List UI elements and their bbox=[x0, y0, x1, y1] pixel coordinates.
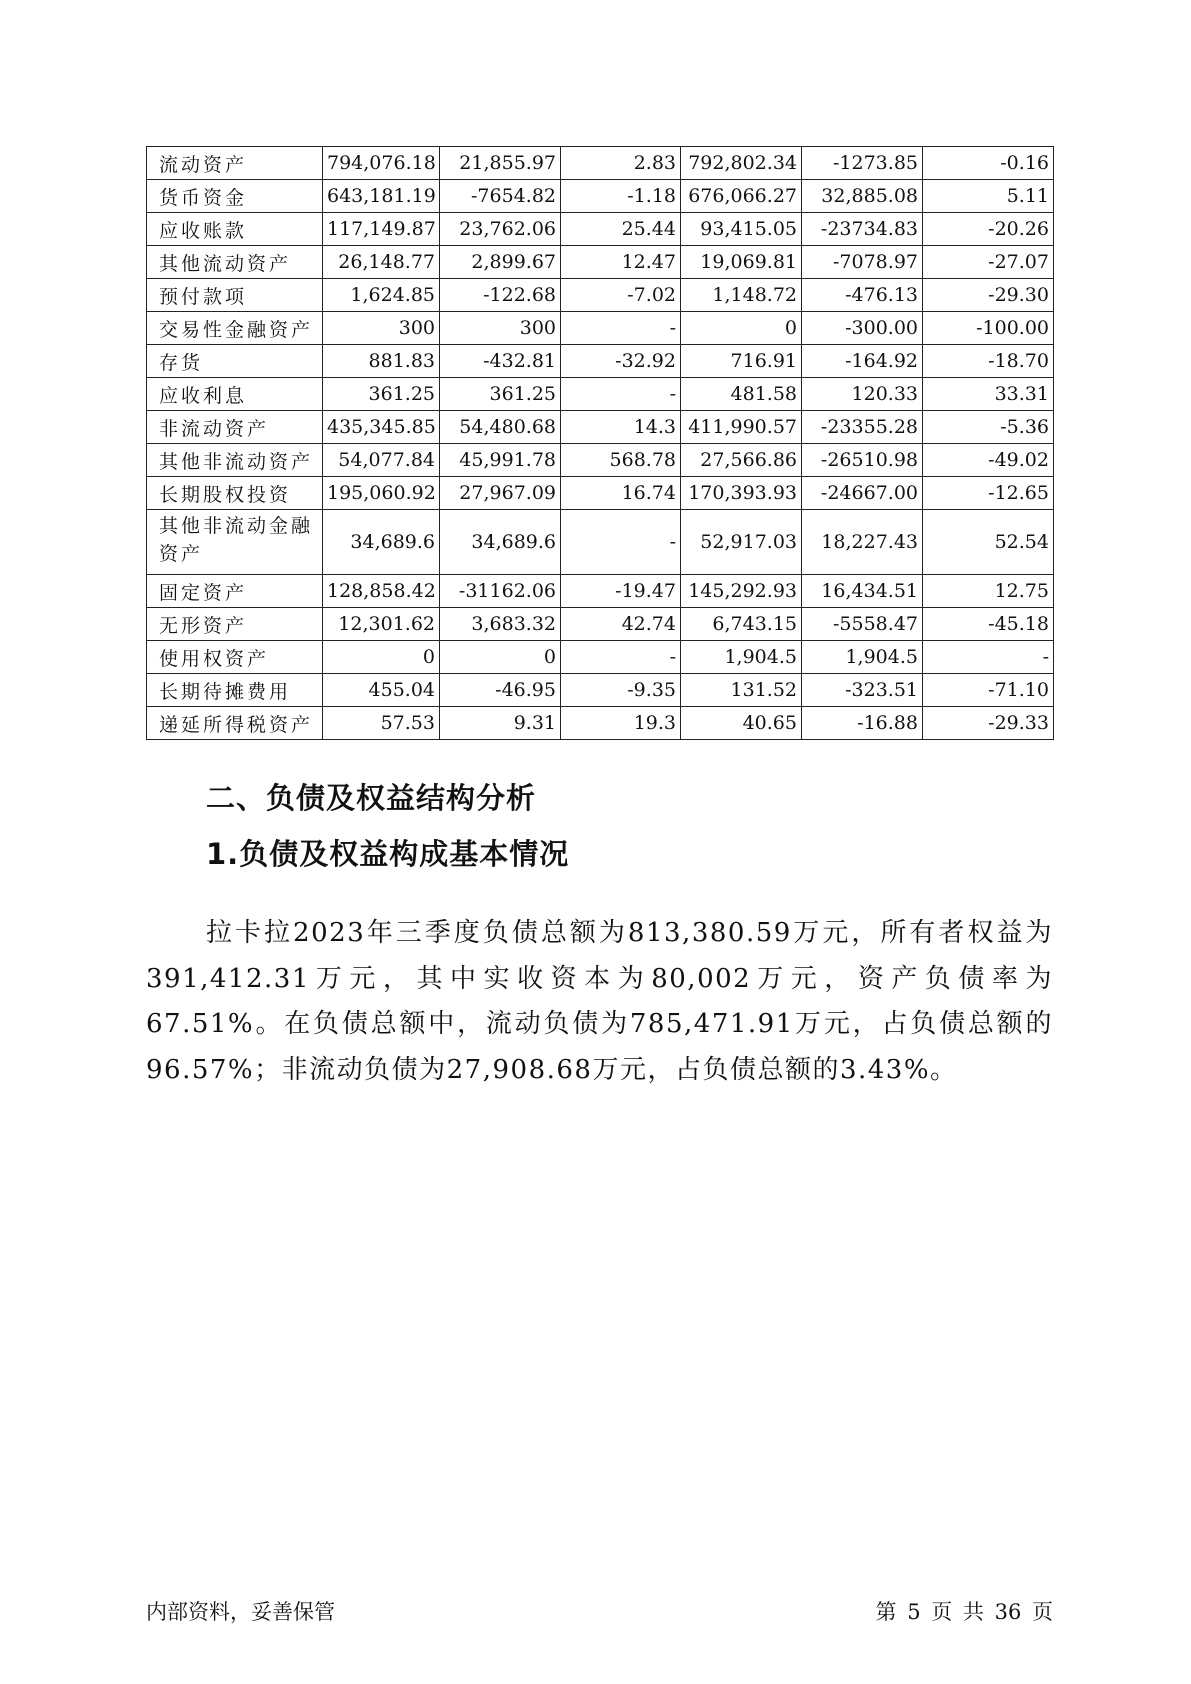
row-label: 流动资产 bbox=[147, 147, 323, 180]
cell-value: 1,148.72 bbox=[681, 279, 802, 312]
table-row bbox=[147, 608, 1054, 641]
cell-value: 455.04 bbox=[323, 674, 440, 707]
cell-value: 25.44 bbox=[561, 213, 681, 246]
cell-value: - bbox=[923, 641, 1054, 674]
cell-value: -432.81 bbox=[440, 345, 561, 378]
cell-value: 12.75 bbox=[923, 575, 1054, 608]
cell-value: 643,181.19 bbox=[323, 180, 440, 213]
cell-value: - bbox=[561, 312, 681, 345]
table-row bbox=[147, 312, 1054, 345]
table-row bbox=[147, 575, 1054, 608]
cell-value: -19.47 bbox=[561, 575, 681, 608]
row-label: 固定资产 bbox=[147, 575, 323, 608]
table-row bbox=[147, 213, 1054, 246]
table-row bbox=[147, 279, 1054, 312]
table-row bbox=[147, 411, 1054, 444]
cell-value: 1,904.5 bbox=[681, 641, 802, 674]
cell-value: - bbox=[561, 378, 681, 411]
cell-value: 794,076.18 bbox=[323, 147, 440, 180]
cell-value: 34,689.6 bbox=[440, 510, 561, 575]
cell-value: -7654.82 bbox=[440, 180, 561, 213]
cell-value: -31162.06 bbox=[440, 575, 561, 608]
row-label: 其他非流动金融资产 bbox=[147, 510, 323, 575]
cell-value: -49.02 bbox=[923, 444, 1054, 477]
cell-value: -0.16 bbox=[923, 147, 1054, 180]
cell-value: -164.92 bbox=[802, 345, 923, 378]
cell-value: -100.00 bbox=[923, 312, 1054, 345]
cell-value: 881.83 bbox=[323, 345, 440, 378]
row-label: 无形资产 bbox=[147, 608, 323, 641]
section-heading: 二、负债及权益结构分析 bbox=[206, 781, 537, 815]
cell-value: 1,624.85 bbox=[323, 279, 440, 312]
cell-value: 57.53 bbox=[323, 707, 440, 740]
cell-value: 361.25 bbox=[440, 378, 561, 411]
table-row bbox=[147, 246, 1054, 279]
cell-value: -1.18 bbox=[561, 180, 681, 213]
cell-value: 170,393.93 bbox=[681, 477, 802, 510]
row-label: 交易性金融资产 bbox=[147, 312, 323, 345]
cell-value: 361.25 bbox=[323, 378, 440, 411]
cell-value: 14.3 bbox=[561, 411, 681, 444]
cell-value: 0 bbox=[323, 641, 440, 674]
cell-value: -29.33 bbox=[923, 707, 1054, 740]
cell-value: 131.52 bbox=[681, 674, 802, 707]
cell-value: 145,292.93 bbox=[681, 575, 802, 608]
cell-value: 792,802.34 bbox=[681, 147, 802, 180]
footer-page-number: 第 5 页 共 36 页 bbox=[875, 1600, 1053, 1624]
cell-value: -7.02 bbox=[561, 279, 681, 312]
cell-value: 54,480.68 bbox=[440, 411, 561, 444]
cell-value: 52,917.03 bbox=[681, 510, 802, 575]
cell-value: -45.18 bbox=[923, 608, 1054, 641]
cell-value: -9.35 bbox=[561, 674, 681, 707]
row-label: 其他非流动资产 bbox=[147, 444, 323, 477]
table-row bbox=[147, 180, 1054, 213]
row-label: 预付款项 bbox=[147, 279, 323, 312]
row-label: 递延所得税资产 bbox=[147, 707, 323, 740]
table-row bbox=[147, 477, 1054, 510]
cell-value: -122.68 bbox=[440, 279, 561, 312]
cell-value: -24667.00 bbox=[802, 477, 923, 510]
cell-value: 18,227.43 bbox=[802, 510, 923, 575]
cell-value: 676,066.27 bbox=[681, 180, 802, 213]
cell-value: -300.00 bbox=[802, 312, 923, 345]
cell-value: -32.92 bbox=[561, 345, 681, 378]
cell-value: 21,855.97 bbox=[440, 147, 561, 180]
cell-value: 6,743.15 bbox=[681, 608, 802, 641]
cell-value: 0 bbox=[681, 312, 802, 345]
row-label: 长期股权投资 bbox=[147, 477, 323, 510]
footer-confidential-note: 内部资料，妥善保管 bbox=[146, 1600, 335, 1624]
row-label: 非流动资产 bbox=[147, 411, 323, 444]
table-row bbox=[147, 147, 1054, 180]
cell-value: 16.74 bbox=[561, 477, 681, 510]
cell-value: 32,885.08 bbox=[802, 180, 923, 213]
cell-value: 42.74 bbox=[561, 608, 681, 641]
body-paragraph: 拉卡拉2023年三季度负债总额为813,380.59万元，所有者权益为391,412.31万元，其中实收资本为80,002万元，资产负债率为67.51%。在负债总额中，流动负债为785,471.91万元，占负债总额的96.57%；非流动负债为27,908.68万元，占负债总额的3.43%。 bbox=[146, 918, 1053, 1085]
cell-value: - bbox=[561, 641, 681, 674]
cell-value: -1273.85 bbox=[802, 147, 923, 180]
cell-value: -5.36 bbox=[923, 411, 1054, 444]
cell-value: -71.10 bbox=[923, 674, 1054, 707]
cell-value: 40.65 bbox=[681, 707, 802, 740]
cell-value: 5.11 bbox=[923, 180, 1054, 213]
cell-value: 195,060.92 bbox=[323, 477, 440, 510]
cell-value: 52.54 bbox=[923, 510, 1054, 575]
cell-value: -12.65 bbox=[923, 477, 1054, 510]
table-row bbox=[147, 707, 1054, 740]
cell-value: -18.70 bbox=[923, 345, 1054, 378]
table-body bbox=[147, 147, 1054, 740]
row-label: 其他流动资产 bbox=[147, 246, 323, 279]
table-row bbox=[147, 444, 1054, 477]
cell-value: -23355.28 bbox=[802, 411, 923, 444]
cell-value: 19.3 bbox=[561, 707, 681, 740]
row-label: 存货 bbox=[147, 345, 323, 378]
cell-value: 27,967.09 bbox=[440, 477, 561, 510]
cell-value: -7078.97 bbox=[802, 246, 923, 279]
sub-heading: 1.负债及权益构成基本情况 bbox=[206, 837, 570, 871]
cell-value: -5558.47 bbox=[802, 608, 923, 641]
cell-value: 435,345.85 bbox=[323, 411, 440, 444]
row-label: 货币资金 bbox=[147, 180, 323, 213]
cell-value: 117,149.87 bbox=[323, 213, 440, 246]
cell-value: -29.30 bbox=[923, 279, 1054, 312]
cell-value: 9.31 bbox=[440, 707, 561, 740]
cell-value: 1,904.5 bbox=[802, 641, 923, 674]
cell-value: -476.13 bbox=[802, 279, 923, 312]
cell-value: 54,077.84 bbox=[323, 444, 440, 477]
cell-value: 19,069.81 bbox=[681, 246, 802, 279]
cell-value: 16,434.51 bbox=[802, 575, 923, 608]
asset-structure-table bbox=[146, 146, 1054, 740]
cell-value: 45,991.78 bbox=[440, 444, 561, 477]
cell-value: 481.58 bbox=[681, 378, 802, 411]
cell-value: 568.78 bbox=[561, 444, 681, 477]
cell-value: 2.83 bbox=[561, 147, 681, 180]
cell-value: 34,689.6 bbox=[323, 510, 440, 575]
cell-value: -26510.98 bbox=[802, 444, 923, 477]
cell-value: 411,990.57 bbox=[681, 411, 802, 444]
table-row bbox=[147, 345, 1054, 378]
cell-value: -323.51 bbox=[802, 674, 923, 707]
cell-value: 0 bbox=[440, 641, 561, 674]
cell-value: -27.07 bbox=[923, 246, 1054, 279]
cell-value: 26,148.77 bbox=[323, 246, 440, 279]
cell-value: 120.33 bbox=[802, 378, 923, 411]
table-row bbox=[147, 641, 1054, 674]
row-label: 长期待摊费用 bbox=[147, 674, 323, 707]
table-row bbox=[147, 378, 1054, 411]
cell-value: 12,301.62 bbox=[323, 608, 440, 641]
cell-value: - bbox=[561, 510, 681, 575]
cell-value: 12.47 bbox=[561, 246, 681, 279]
cell-value: -46.95 bbox=[440, 674, 561, 707]
cell-value: 93,415.05 bbox=[681, 213, 802, 246]
cell-value: 300 bbox=[323, 312, 440, 345]
row-label: 使用权资产 bbox=[147, 641, 323, 674]
row-label: 应收利息 bbox=[147, 378, 323, 411]
cell-value: -23734.83 bbox=[802, 213, 923, 246]
cell-value: -16.88 bbox=[802, 707, 923, 740]
cell-value: -20.26 bbox=[923, 213, 1054, 246]
table-row bbox=[147, 674, 1054, 707]
cell-value: 3,683.32 bbox=[440, 608, 561, 641]
cell-value: 300 bbox=[440, 312, 561, 345]
cell-value: 2,899.67 bbox=[440, 246, 561, 279]
row-label: 应收账款 bbox=[147, 213, 323, 246]
cell-value: 716.91 bbox=[681, 345, 802, 378]
table-row bbox=[147, 510, 1054, 575]
cell-value: 27,566.86 bbox=[681, 444, 802, 477]
cell-value: 23,762.06 bbox=[440, 213, 561, 246]
cell-value: 128,858.42 bbox=[323, 575, 440, 608]
cell-value: 33.31 bbox=[923, 378, 1054, 411]
